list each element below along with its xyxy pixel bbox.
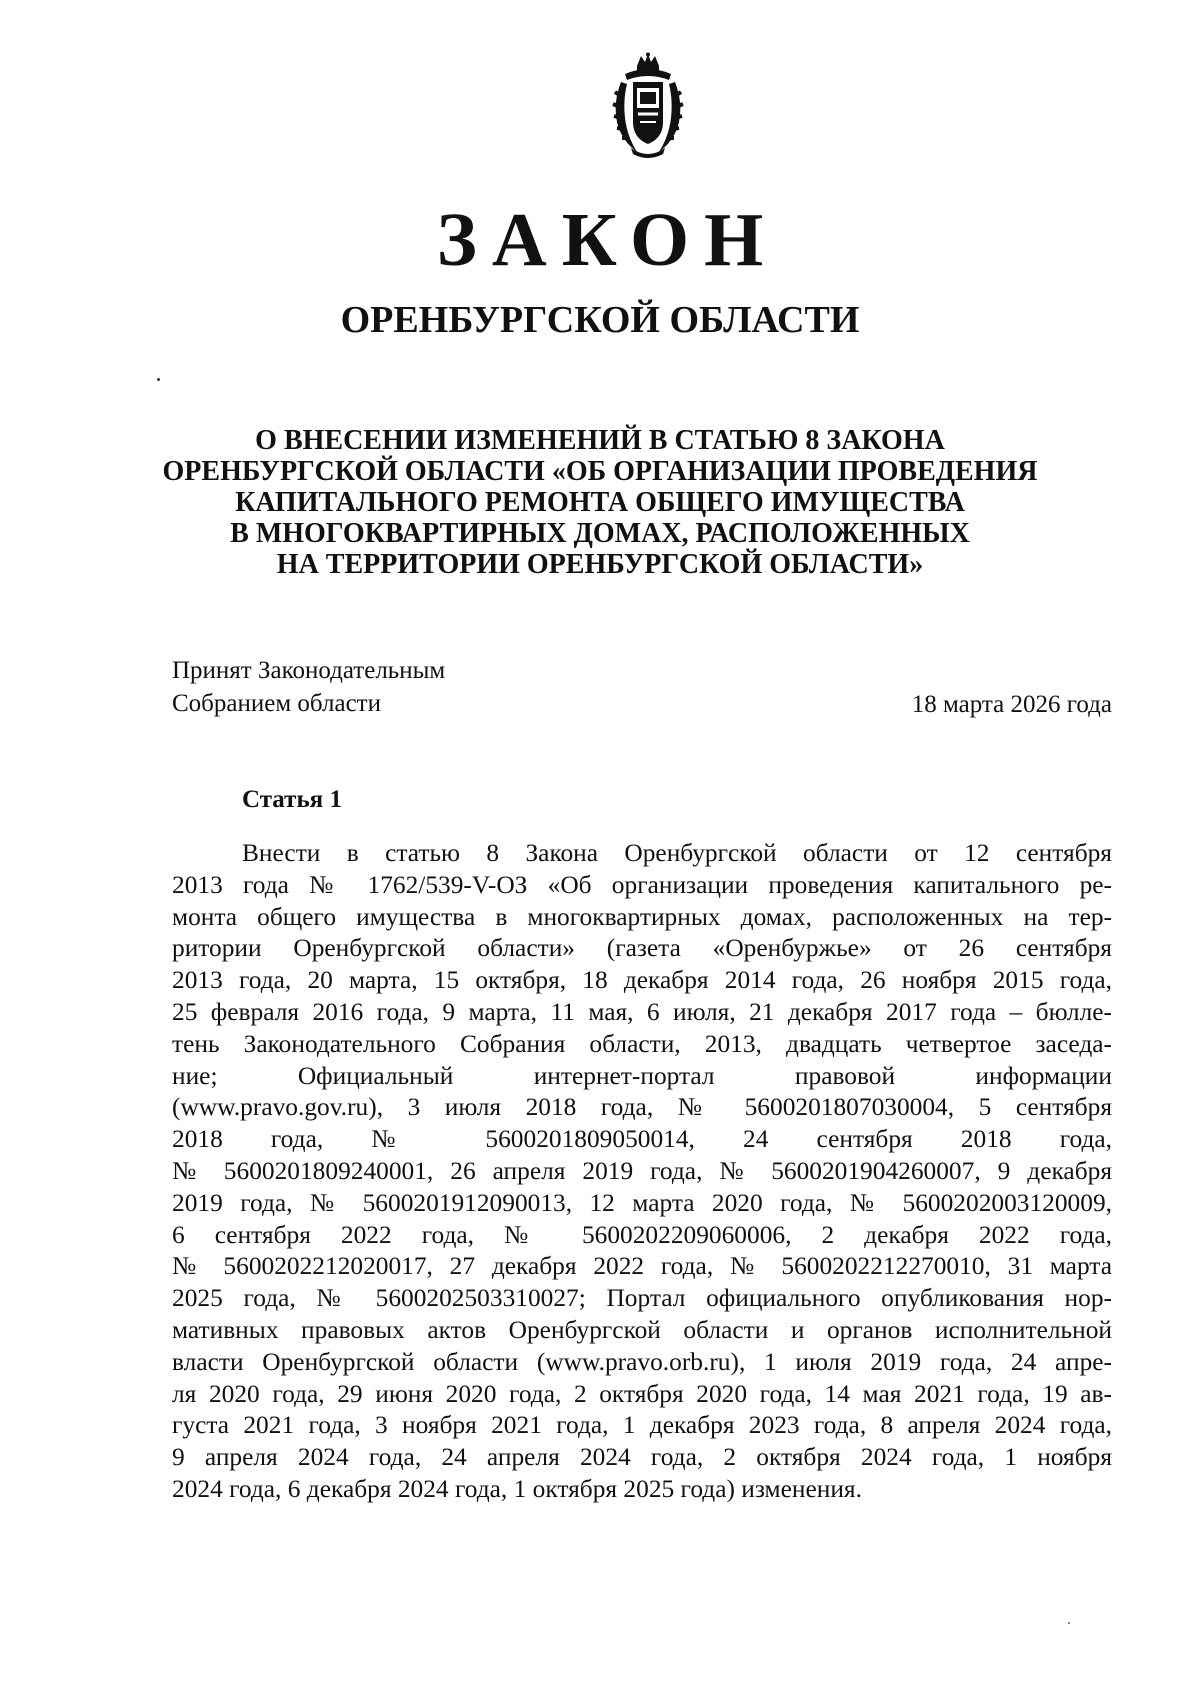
adoption-line: Собранием области bbox=[172, 690, 381, 717]
article-line: густа 2021 года, 3 ноября 2021 года, 1 декабря 2023 года, 8 апреля 2024 года, bbox=[172, 1411, 1112, 1440]
law-subject bbox=[0, 425, 1200, 580]
scan-speck bbox=[1068, 1622, 1070, 1624]
article-line: монта общего имущества в многоквартирных домах, расположенных на тер- bbox=[172, 902, 1112, 931]
law-title: ЗАКОН bbox=[436, 198, 779, 282]
article-line: 6 сентября 2022 года, № 5600202209060006, 2 декабря 2022 года, bbox=[172, 1220, 1112, 1249]
adoption-date: 18 марта 2026 года bbox=[911, 691, 1112, 718]
article-line: № 5600201809240001, 26 апреля 2019 года, № 5600201904260007, 9 декабря bbox=[172, 1156, 1112, 1185]
article-line: тень Законодательного Собрания области, 2013, двадцать четвертое заседа- bbox=[172, 1029, 1112, 1058]
article-line: власти Оренбургской области (www.pravo.orb.ru), 1 июля 2019 года, 24 апре- bbox=[172, 1347, 1112, 1376]
article-heading: Статья 1 bbox=[242, 786, 342, 813]
article-line: 9 апреля 2024 года, 24 апреля 2024 года, 2 октября 2024 года, 1 ноября bbox=[172, 1443, 1112, 1472]
article-line: 25 февраля 2016 года, 9 марта, 11 мая, 6 июля, 21 декабря 2017 года – бюлле- bbox=[172, 997, 1112, 1026]
subject-line: ОРЕНБУРГСКОЙ ОБЛАСТИ «ОБ ОРГАНИЗАЦИИ ПРОВЕДЕНИЯ bbox=[162, 456, 1038, 487]
coat-of-arms-icon bbox=[607, 52, 689, 160]
article-line: 2019 года, № 5600201912090013, 12 марта 2020 года, № 5600202003120009, bbox=[172, 1188, 1112, 1217]
article-line: ля 2020 года, 29 июня 2020 года, 2 октября 2020 года, 14 мая 2021 года, 19 ав- bbox=[172, 1379, 1112, 1408]
subject-line: НА ТЕРРИТОРИИ ОРЕНБУРГСКОЙ ОБЛАСТИ» bbox=[276, 549, 924, 580]
article-line: 2024 года, 6 декабря 2024 года, 1 октября 2025 года) изменения. bbox=[172, 1474, 862, 1503]
article-line: ние; Официальный интернет-портал правовой информации bbox=[172, 1061, 1112, 1090]
article-line: мативных правовых актов Оренбургской области и органов исполнительной bbox=[172, 1315, 1112, 1344]
article-line: 2025 года, № 5600202503310027; Портал официального опубликования нор- bbox=[172, 1284, 1112, 1313]
scan-speck bbox=[157, 378, 160, 381]
subject-line: О ВНЕСЕНИИ ИЗМЕНЕНИЙ В СТАТЬЮ 8 ЗАКОНА bbox=[255, 425, 945, 456]
adoption-line: Принят Законодательным bbox=[172, 657, 446, 684]
adoption-note bbox=[172, 654, 445, 720]
subject-line: В МНОГОКВАРТИРНЫХ ДОМАХ, РАСПОЛОЖЕННЫХ bbox=[230, 518, 970, 549]
law-region: ОРЕНБУРГСКОЙ ОБЛАСТИ bbox=[340, 299, 860, 341]
article-line: 2018 года, № 5600201809050014, 24 сентября 2018 года, bbox=[172, 1125, 1112, 1154]
article-line: ритории Оренбургской области» (газета «Оренбуржье» от 26 сентября bbox=[172, 934, 1112, 963]
article-line: Внести в статью 8 Закона Оренбургской области от 12 сентября bbox=[242, 839, 1112, 867]
article-line: 2013 года, 20 марта, 15 октября, 18 декабря 2014 года, 26 ноября 2015 года, bbox=[172, 966, 1112, 995]
subject-line: КАПИТАЛЬНОГО РЕМОНТА ОБЩЕГО ИМУЩЕСТВА bbox=[235, 487, 965, 518]
article-line: № 5600202212020017, 27 декабря 2022 года, № 5600202212270010, 31 марта bbox=[172, 1252, 1112, 1281]
article-body bbox=[172, 838, 1112, 1506]
article-line: (www.pravo.gov.ru), 3 июля 2018 года, № 5600201807030004, 5 сентября bbox=[172, 1093, 1112, 1122]
article-line: 2013 года № 1762/539-V-ОЗ «Об организации проведения капитального ре- bbox=[172, 870, 1112, 899]
